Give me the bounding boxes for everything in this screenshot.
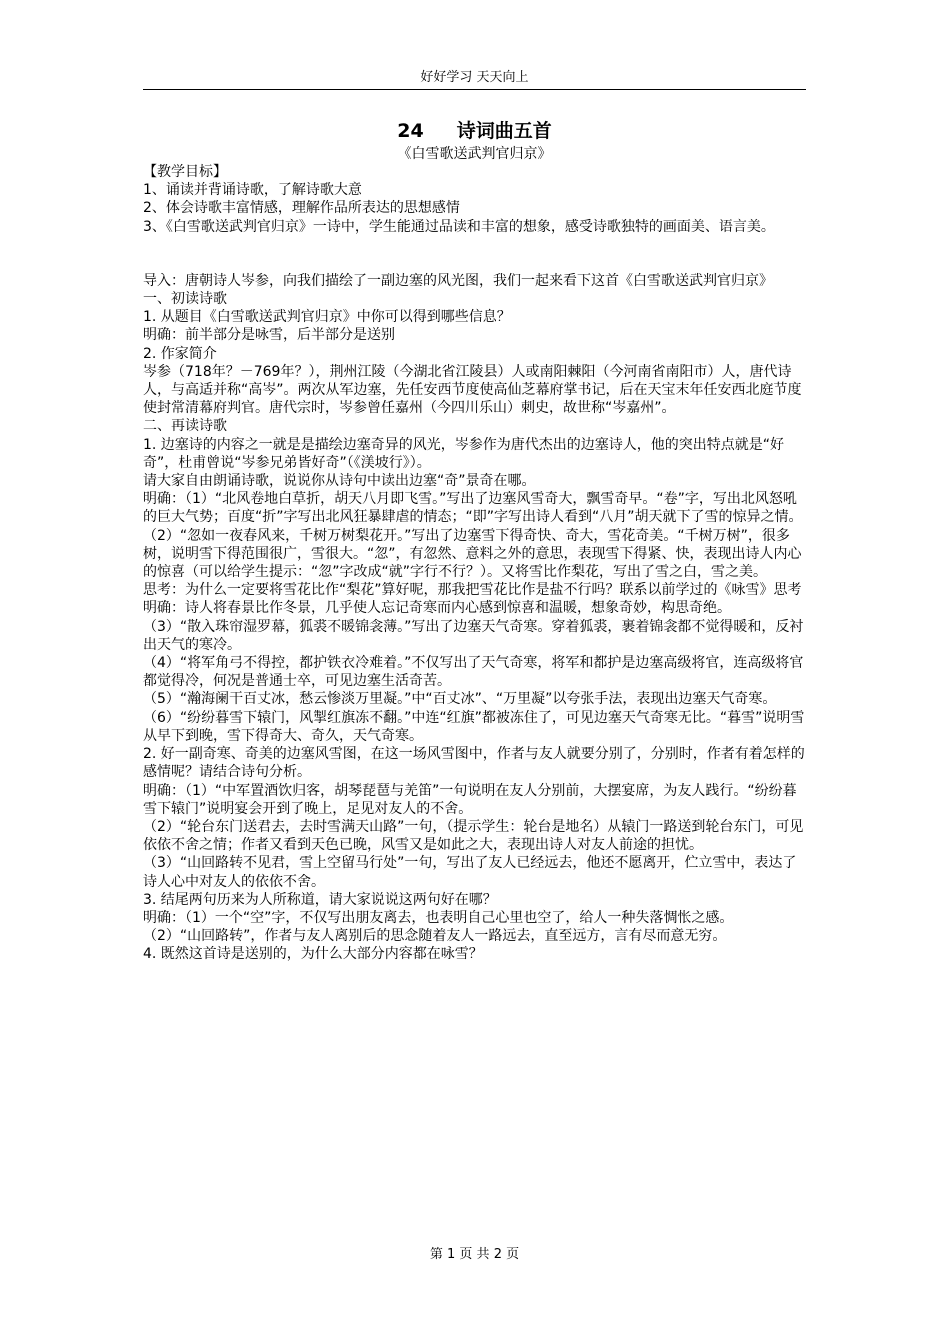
objective-item: 3、《白雪歌送武判官归京》一诗中，学生能通过品读和丰富的想象，感受诗歌独特的画面美、语言美。: [143, 218, 775, 235]
objectives-heading: 【教学目标】: [143, 164, 227, 180]
section-heading: 二、再读诗歌: [143, 418, 227, 435]
header-divider: [143, 89, 806, 90]
section-spacer: [143, 236, 809, 272]
answer: 明确：诗人将春景比作冬景，几乎使人忘记奇寒而内心感到惊喜和温暖，想象奇妙，构思奇绝。: [143, 600, 731, 617]
answer-item: （3）“山回路转不见君，雪上空留马行处”一句，写出了友人已经远去，他还不愿离开，伫立雪中，表达了诗人心中对友人的依依不舍。: [143, 855, 797, 890]
answer-item: （6）“纷纷暮雪下辕门，风掣红旗冻不翻。”中连“红旗”都被冻住了，可见边塞天气奇寒无比。“暮雪”说明雪从早下到晚，雪下得奇大、奇久，天气奇寒。: [143, 709, 805, 744]
thinking-question: 思考：为什么一定要将雪花比作“梨花”算好呢，那我把雪花比作是盐不行吗？联系以前学过的《咏雪》思考: [143, 582, 802, 599]
question: 2. 好一副奇寒、奇美的边塞风雪图，在这一场风雪图中，作者与友人就要分别了，分别时，作者有着怎样的感情呢？请结合诗句分析。: [143, 746, 805, 781]
question: 3. 结尾两句历来为人所称道，请大家说说这两句好在哪？: [143, 891, 497, 908]
question: 4. 既然这首诗是送别的，为什么大部分内容都在咏雪？: [143, 946, 483, 963]
objective-item: 1、诵读并背诵诗歌，了解诗歌大意: [143, 182, 362, 199]
question: 1. 边塞诗的内容之一就是是描绘边塞奇异的风光，岑参作为唐代杰出的边塞诗人，他的突出特点就是“好奇”，杜甫曾说“岑参兄弟皆好奇”（《渼坡行》）。: [143, 436, 785, 471]
answer-item: （4）“将军角弓不得控，都护铁衣冷难着。”不仅写出了天气奇寒，将军和都护是边塞高级将官，连高级将官都觉得冷，何况是普通士卒，可见边塞生活奇苦。: [143, 655, 804, 690]
question: 1. 从题目《白雪歌送武判官归京》中你可以得到哪些信息？: [143, 309, 511, 326]
poem-subtitle: 《白雪歌送武判官归京》: [397, 146, 552, 162]
intro-paragraph: 导入：唐朝诗人岑参，向我们描绘了一副边塞的风光图，我们一起来看下这首《白雪歌送武判官归京》: [143, 272, 773, 289]
page-header: 好好学习 天天向上: [420, 70, 529, 85]
answer: 明确：（1）“北风卷地白草折，胡天八月即飞雪。”写出了边塞风雪奇大，飘雪奇早。“卷”字，写出北风怒吼的巨大气势；百度“折”字写出北风狂暴肆虐的情态；“即”字写出诗人看到“八月”胡天就下了雪的惊异之情。: [143, 491, 803, 526]
answer-item: （5）“瀚海阑干百丈冰，愁云惨淡万里凝。”中“百丈冰”、“万里凝”以夸张手法，表现出边塞天气奇寒。: [143, 691, 777, 708]
objectives-section: [143, 163, 809, 236]
answer-item: （2）“山回路转”，作者与友人离别后的思念随着友人一路远去，直至远方，言有尽而意无穷。: [143, 928, 727, 945]
instruction: 请大家自由朗诵诗歌，说说你从诗句中读出边塞“奇”景奇在哪。: [143, 473, 536, 490]
answer-item: （3）“散入珠帘湿罗幕，狐裘不暖锦衾薄。”写出了边塞天气奇寒。穿着狐裘，裹着锦衾都不觉得暖和，反衬出天气的寒冷。: [143, 618, 804, 653]
document-body: [143, 163, 809, 964]
answer: 明确：前半部分是咏雪，后半部分是送别: [143, 327, 395, 344]
author-bio: 岑参（718年？－769年？），荆州江陵（今湖北省江陵县）人或南阳棘阳（今河南省南阳市）人，唐代诗人，与高适并称“高岑”。两次从军边塞，先任安西节度使高仙芝幕府掌书记，后在天宝末年任安西北庭节度使封常清幕府判官。唐代宗时，岑参曾任嘉州（今四川乐山）刺史，故世称“岑嘉州”。: [143, 363, 802, 417]
answer-item: （2）“轮台东门送君去，去时雪满天山路”一句，（提示学生：轮台是地名）从辕门一路送到轮台东门，可见依依不舍之情；作者又看到天色已晚，风雪又是如此之大，表现出诗人对友人前途的担忧。: [143, 818, 804, 854]
answer: 明确：（1）“中军置酒饮归客，胡琴琵琶与羌笛”一句说明在友人分别前，大摆宴席，为友人践行。“纷纷暮雪下辕门”说明宴会开到了晚上，足见对友人的不舍。: [143, 782, 797, 817]
answer-item: （2）“忽如一夜春风来，千树万树梨花开。”写出了边塞雪下得奇快、奇大，雪花奇美。“千树万树”，很多树，说明雪下得范围很广，雪很大。“忽”，有忽然、意料之外的意思，表现雪下得紧、快，表现出诗人内心的惊喜（可以给学生提示：“忽”字改成“就”字行不行？）。又将雪比作梨花，写出了雪之白，雪之美。: [143, 527, 802, 581]
answer: 明确：（1）一个“空”字，不仅写出朋友离去，也表明自己心里也空了，给人一种失落惆怅之感。: [143, 909, 734, 926]
page-number-footer: 第 1 页 共 2 页: [429, 1247, 520, 1262]
objective-item: 2、体会诗歌丰富情感，理解作品所表达的思想感情: [143, 200, 460, 217]
section-heading: 一、初读诗歌: [143, 291, 227, 308]
lesson-title: 24 诗词曲五首: [397, 120, 552, 142]
question: 2. 作家简介: [143, 345, 217, 362]
lesson-body-section: [143, 272, 809, 964]
